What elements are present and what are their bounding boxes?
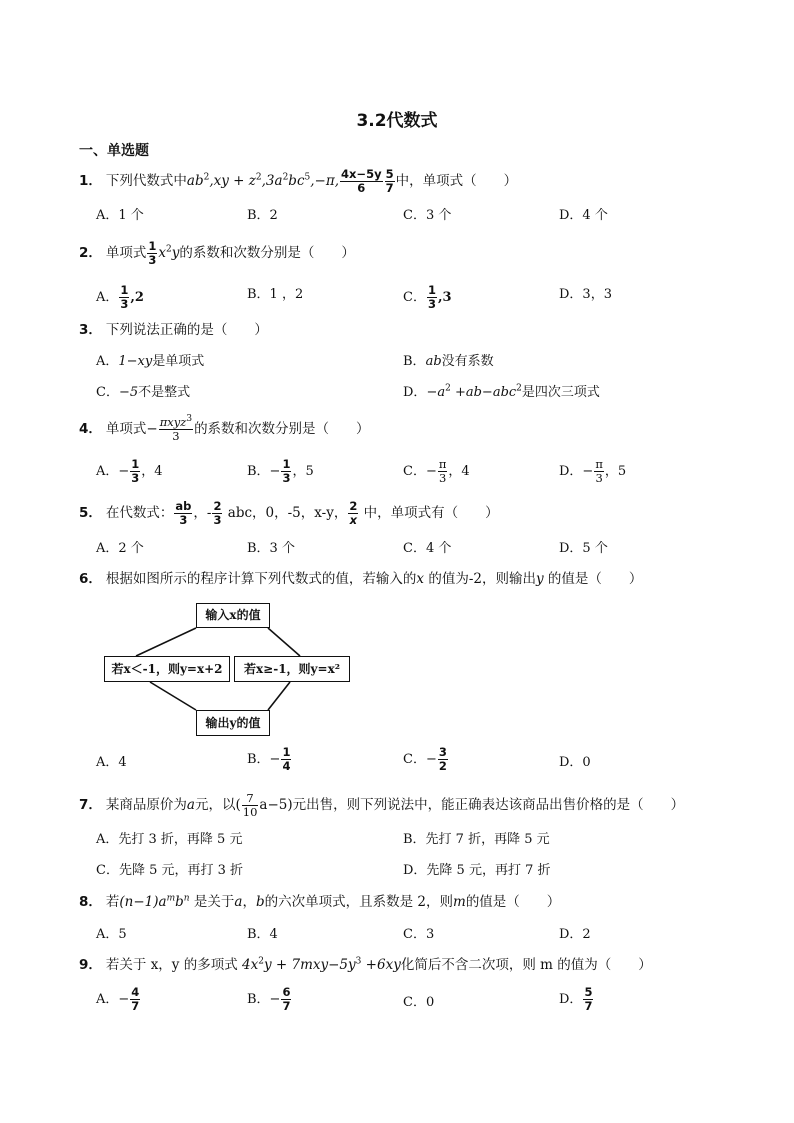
math-term: bc <box>288 173 305 189</box>
option-a[interactable]: A．1 个 <box>96 208 144 223</box>
math-term: ,−π, <box>310 173 340 189</box>
question-number: 9． <box>79 957 102 973</box>
math-term: ,xy + z <box>209 173 256 189</box>
math-term: πxyz <box>159 415 187 429</box>
exponent: n <box>183 893 190 904</box>
question-number: 5． <box>79 505 102 521</box>
fraction <box>130 986 140 1013</box>
denominator: 6 <box>357 181 366 195</box>
option-text: 不是整式 <box>138 385 191 400</box>
option-d[interactable]: D．4 个 <box>559 208 608 223</box>
math-term: b <box>255 894 265 910</box>
question-7 <box>79 792 684 819</box>
connector-line <box>268 682 290 710</box>
numerator: π <box>595 457 603 471</box>
option-d[interactable]: D．先降 5 元，再打 7 折 <box>403 863 551 878</box>
question-text: 若 <box>105 894 120 910</box>
numerator: ab <box>175 499 192 513</box>
fraction <box>583 986 593 1013</box>
exponent: 2 <box>166 244 172 255</box>
question-text: 的值是（ ） <box>465 894 561 910</box>
numerator: 5 <box>584 985 593 999</box>
numerator: π <box>438 457 447 471</box>
math-term: ,3a <box>261 173 283 189</box>
option-value: ,2 <box>130 290 144 305</box>
option-text: 没有系数 <box>441 354 494 369</box>
numerator: 5 <box>385 167 394 181</box>
option-b[interactable]: B．3 个 <box>247 541 295 556</box>
option-label: A．− <box>96 464 130 479</box>
math-term: x <box>416 571 425 587</box>
question-text: abc，0，-5，x-y， <box>223 505 348 521</box>
denominator: 7 <box>131 999 140 1013</box>
option-label: B．− <box>247 464 281 479</box>
exponent: 2 <box>258 956 264 967</box>
option-value: ，4 <box>448 464 470 479</box>
option-label: C． <box>403 290 426 305</box>
exponent: 3 <box>355 956 362 967</box>
denominator: 3 <box>438 471 447 485</box>
option-c[interactable] <box>403 746 449 773</box>
question-number: 7． <box>79 797 102 813</box>
fraction <box>242 792 259 819</box>
option-value: ，4 <box>141 464 163 479</box>
option-c[interactable]: C．0 <box>403 995 435 1010</box>
option-c[interactable]: C．4 个 <box>403 541 452 556</box>
option-a[interactable] <box>96 986 141 1013</box>
math-term: 1−xy <box>118 354 153 369</box>
math-term: −a <box>426 385 446 400</box>
option-label: B．− <box>247 752 281 767</box>
option-label: C．− <box>403 752 437 767</box>
question-text: 是关于 <box>189 894 235 910</box>
numerator: 1 <box>282 457 291 471</box>
numerator: 2 <box>349 499 358 513</box>
fraction <box>281 986 291 1013</box>
denominator: 3 <box>148 253 157 267</box>
section-heading: 一、单选题 <box>79 143 149 159</box>
option-text: 是四次三项式 <box>521 385 600 400</box>
numerator: 6 <box>282 985 291 999</box>
flowchart-right-box: 若x≥-1，则y=x² <box>234 656 350 682</box>
question-text: 的系数和次数分别是（ ） <box>194 421 370 437</box>
option-b[interactable]: B．1 ，2 <box>247 287 304 302</box>
connector-line <box>268 628 300 656</box>
question-number: 3． <box>79 322 102 338</box>
math-term: y + 7mxy−5y <box>263 957 356 973</box>
question-text: 下列代数式中 <box>105 173 187 189</box>
question-text: 的系数和次数分别是（ ） <box>179 245 355 261</box>
option-b[interactable] <box>247 986 292 1013</box>
question-number: 6． <box>79 571 102 587</box>
denominator: 3 <box>427 297 436 311</box>
denominator: 3 <box>131 471 140 485</box>
denominator: 7 <box>385 181 394 195</box>
denominator: 2 <box>438 759 447 773</box>
math-term: +ab−abc <box>450 385 517 400</box>
option-label: A．− <box>96 992 130 1007</box>
math-term: (n−1)a <box>119 894 167 910</box>
math-term: y <box>535 571 544 587</box>
math-term: a <box>186 797 195 813</box>
option-d[interactable]: D．3，3 <box>559 287 612 302</box>
question-text: 若关于 x，y 的多项式 <box>105 957 243 973</box>
math-term: +6xy <box>361 957 401 973</box>
math-term: ab <box>425 354 442 369</box>
option-a[interactable]: A．2 个 <box>96 541 144 556</box>
connector-line <box>136 628 196 656</box>
question-text: 单项式− <box>105 421 158 437</box>
numerator: 1 <box>148 239 157 253</box>
option-c[interactable]: C．先降 5 元，再打 3 折 <box>96 863 244 878</box>
option-b[interactable]: B．先打 7 折，再降 5 元 <box>403 832 550 847</box>
question-text: 单项式 <box>105 245 147 261</box>
fraction <box>281 746 291 773</box>
question-text: 中，单项式（ ） <box>395 173 518 189</box>
option-label: B． <box>403 354 426 369</box>
flowchart-output-box: 输出y的值 <box>196 710 270 736</box>
exponent: 2 <box>516 383 522 394</box>
numerator: 1 <box>131 457 140 471</box>
option-c[interactable]: C．3 <box>403 927 435 942</box>
denominator: 4 <box>282 759 291 773</box>
option-label: A． <box>96 290 119 305</box>
question-text: 某商品原价为 <box>105 797 187 813</box>
fraction <box>438 746 448 773</box>
exponent: 5 <box>304 172 311 183</box>
math-term: b <box>175 894 184 910</box>
page-title: 3.2代数式 <box>356 111 438 131</box>
option-c[interactable]: C．3 个 <box>403 208 452 223</box>
numerator: 2 <box>213 499 222 513</box>
numerator: 1 <box>282 745 291 759</box>
denominator: 3 <box>179 513 188 527</box>
numerator: 1 <box>427 283 436 297</box>
option-d[interactable]: D．0 <box>559 755 591 770</box>
question-text: 元，以( <box>194 797 241 813</box>
math-term: x <box>158 245 167 261</box>
math-term: ab <box>186 173 204 189</box>
question-text: 的值是（ ） <box>543 571 643 587</box>
denominator: 3 <box>595 471 603 485</box>
option-label: C．− <box>403 464 437 479</box>
question-text: 下列说法正确的是（ ） <box>105 322 268 338</box>
question-text: 的六次单项式，且系数是 2，则 <box>264 894 453 910</box>
math-term: y <box>171 245 180 261</box>
option-value: ,3 <box>437 290 452 305</box>
option-text: 是单项式 <box>152 354 205 369</box>
math-term: 4x <box>242 957 259 973</box>
option-label: A． <box>96 354 119 369</box>
denominator: 3 <box>120 297 129 311</box>
exponent: 3 <box>186 414 193 425</box>
denominator: 7 <box>282 999 291 1013</box>
question-text: ，- <box>193 505 212 521</box>
option-b[interactable] <box>247 746 292 773</box>
denominator: 10 <box>242 805 258 819</box>
question-8 <box>79 892 560 912</box>
denominator: x <box>349 513 358 527</box>
exponent: 2 <box>255 172 262 183</box>
exponent: 2 <box>282 172 289 183</box>
option-a[interactable]: A．5 <box>96 927 127 942</box>
denominator: 7 <box>584 999 593 1013</box>
option-label: D． <box>403 385 427 400</box>
denominator: 3 <box>282 471 291 485</box>
option-value: ，5 <box>604 464 627 479</box>
option-label: B．− <box>247 992 281 1007</box>
exponent: m <box>166 893 176 904</box>
question-text: ， <box>242 894 256 910</box>
option-label: D． <box>559 992 583 1007</box>
numerator: 1 <box>120 283 129 297</box>
question-9 <box>79 955 652 975</box>
option-d[interactable] <box>559 986 594 1013</box>
denominator: 3 <box>213 513 222 527</box>
option-d[interactable]: D．2 <box>559 927 591 942</box>
option-b[interactable]: B．4 <box>247 927 278 942</box>
question-text: 的值为-2，则输出 <box>424 571 536 587</box>
math-term: m <box>453 894 466 910</box>
question-number: 8． <box>79 894 102 910</box>
flowchart-left-box: 若x＜-1，则y=x+2 <box>104 656 230 682</box>
question-text: 化简后不含二次项，则 m 的值为（ ） <box>400 957 652 973</box>
flowchart-input-box: 输入x的值 <box>196 603 270 628</box>
option-label: D．− <box>559 464 594 479</box>
numerator: 4 <box>131 985 140 999</box>
numerator: 3 <box>438 745 447 759</box>
numerator: 7 <box>242 792 259 806</box>
question-number: 1． <box>79 173 102 189</box>
option-a[interactable]: A．4 <box>96 755 127 770</box>
connector-line <box>150 682 196 710</box>
question-text: 中，单项式有（ ） <box>359 505 499 521</box>
option-a[interactable]: A．先打 3 折，再降 5 元 <box>96 832 243 847</box>
exponent: 2 <box>203 172 210 183</box>
denominator: 3 <box>172 429 180 443</box>
question-number: 4． <box>79 421 102 437</box>
question-text: 在代数式： <box>105 505 174 521</box>
option-b[interactable]: B．2 <box>247 208 278 223</box>
math-term: a <box>234 894 243 910</box>
question-text: 根据如图所示的程序计算下列代数式的值，若输入的 <box>105 571 417 587</box>
math-term: −5 <box>118 385 139 400</box>
option-label: C． <box>96 385 119 400</box>
question-number: 2． <box>79 245 102 261</box>
question-text: a−5)元出售，则下列说法中，能正确表达该商品出售价格的是（ ） <box>259 797 685 813</box>
exponent: 2 <box>445 383 451 394</box>
numerator: 4x−5y <box>341 167 382 181</box>
option-d[interactable]: D．5 个 <box>559 541 608 556</box>
option-value: ，5 <box>292 464 314 479</box>
